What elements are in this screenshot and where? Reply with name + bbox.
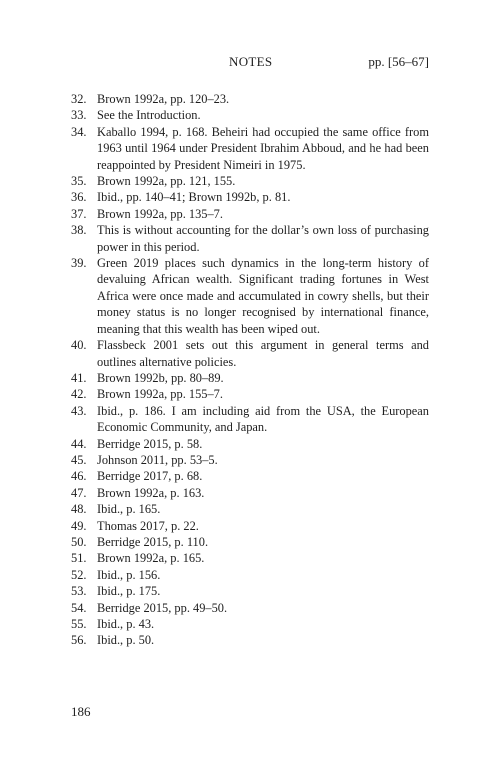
endnote-number: 40. [71, 338, 87, 353]
endnote-text: Berridge 2015, p. 110. [97, 534, 209, 549]
endnote-text: Brown 1992a, pp. 135–7. [97, 206, 223, 221]
endnote-text: Ibid., p. 43. [97, 617, 155, 631]
endnote-item [71, 173, 429, 189]
endnote-item [71, 616, 429, 632]
endnote-item [71, 632, 429, 648]
running-head [0, 52, 500, 72]
endnote-number: 47. [71, 485, 87, 500]
endnote-text: Ibid., p. 165. [97, 502, 161, 517]
endnote-text: Berridge 2017, p. 68. [97, 469, 203, 484]
endnote-item [71, 124, 429, 173]
endnote-text: Green 2019 places such dynamics in the long-term history of devaluing African wealth. Significant trading fortunes in West Africa were once made and accumulated in cowry shells, but their money status is no longer recognised by international finance, meaning that this wealth has been wiped out. [97, 256, 429, 336]
endnote-text: Brown 1992a, pp. 120–23. [97, 92, 230, 106]
endnote-number: 46. [71, 469, 87, 484]
endnote-text: Ibid., p. 156. [97, 567, 161, 582]
endnote-number: 44. [71, 436, 87, 451]
endnote-number: 55. [71, 617, 87, 631]
endnote-number: 33. [71, 108, 87, 123]
endnote-text: Brown 1992a, p. 163. [97, 485, 205, 500]
endnote-item [71, 91, 429, 107]
endnote-number: 48. [71, 502, 87, 517]
endnote-number: 35. [71, 174, 87, 189]
endnote-number: 39. [71, 256, 87, 271]
endnote-text: Kaballo 1994, p. 168. Beheiri had occupied the same office from 1963 until 1964 under President Ibrahim Abboud, and he had been reappointed by President Nimeiri in 1975. [97, 124, 429, 172]
endnote-number: 36. [71, 190, 87, 205]
endnote-number: 56. [71, 633, 87, 648]
endnote-item [71, 518, 429, 534]
endnote-number: 54. [71, 600, 87, 615]
endnote-number: 49. [71, 518, 87, 533]
endnote-item [71, 255, 429, 337]
endnote-item [71, 534, 429, 550]
endnote-item [71, 436, 429, 452]
endnote-number: 42. [71, 387, 87, 402]
endnote-item [71, 550, 429, 566]
endnote-number: 45. [71, 452, 87, 467]
endnote-item [71, 370, 429, 386]
endnote-number: 37. [71, 206, 87, 221]
endnote-item [71, 386, 429, 402]
endnote-item [71, 107, 429, 123]
endnote-item [71, 189, 429, 205]
endnote-text: Ibid., p. 186. I am including aid from the USA, the European Economic Community, and Japan. [97, 403, 429, 435]
running-head-page-range: pp. [56–67] [368, 54, 429, 69]
running-head-title: NOTES [229, 54, 273, 69]
endnote-text: See the Introduction. [97, 108, 201, 123]
endnote-item [71, 403, 429, 436]
endnotes-list [71, 91, 429, 649]
endnote-item [71, 206, 429, 222]
endnote-number: 41. [71, 370, 87, 385]
page-number: 186 [71, 704, 91, 719]
endnote-text: Ibid., pp. 140–41; Brown 1992b, p. 81. [97, 190, 291, 205]
endnote-number: 38. [71, 223, 87, 238]
endnote-text: Brown 1992a, p. 165. [97, 551, 205, 566]
endnote-item [71, 600, 429, 616]
endnote-number: 53. [71, 584, 87, 599]
endnote-text: Ibid., p. 50. [97, 633, 155, 648]
endnote-number: 43. [71, 403, 87, 418]
endnote-text: Berridge 2015, pp. 49–50. [97, 600, 228, 615]
endnote-item [71, 222, 429, 255]
endnote-item [71, 583, 429, 599]
endnote-number: 52. [71, 567, 87, 582]
endnote-item [71, 567, 429, 583]
endnote-text: Johnson 2011, pp. 53–5. [97, 452, 218, 467]
endnote-item [71, 452, 429, 468]
endnote-item [71, 468, 429, 484]
endnote-number: 34. [71, 124, 87, 139]
endnote-item [71, 485, 429, 501]
endnote-number: 50. [71, 534, 87, 549]
endnote-item [71, 337, 429, 370]
endnote-item [71, 501, 429, 517]
endnote-text: Brown 1992b, pp. 80–89. [97, 370, 224, 385]
endnote-text: Brown 1992a, pp. 121, 155. [97, 174, 236, 189]
endnote-number: 32. [71, 92, 87, 106]
endnote-text: This is without accounting for the dollar’s own loss of purchasing power in this period. [97, 223, 429, 254]
endnote-text: Ibid., p. 175. [97, 584, 161, 599]
endnote-text: Brown 1992a, pp. 155–7. [97, 387, 223, 402]
endnote-text: Thomas 2017, p. 22. [97, 518, 199, 533]
endnote-text: Berridge 2015, p. 58. [97, 436, 203, 451]
endnote-text: Flassbeck 2001 sets out this argument in general terms and outlines alternative policies. [97, 338, 429, 369]
endnote-number: 51. [71, 551, 87, 566]
